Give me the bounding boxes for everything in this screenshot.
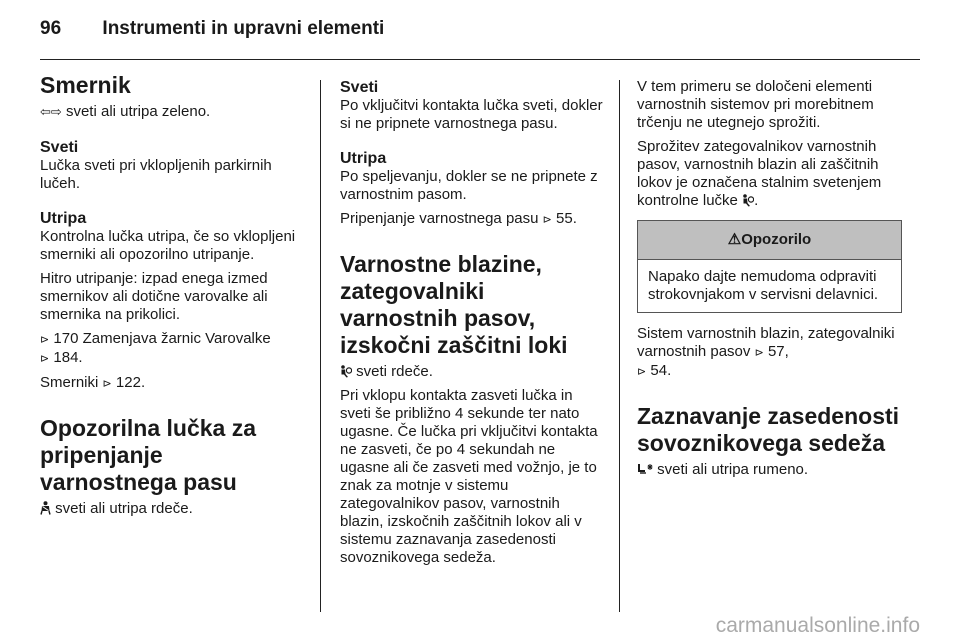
paragraph: Po speljevanju, dokler se ne pripnete z varnostnim pasom.	[340, 168, 598, 203]
reference-arrow-icon: ⊳	[40, 352, 50, 365]
paragraph: Kontrolna lučka utripa, če so vklopljeni smerniki ali opozorilno utripanje.	[40, 228, 296, 263]
paragraph: Lučka sveti pri vklopljenih parkirnih lučeh.	[40, 157, 272, 192]
seatbelt-icon	[40, 501, 51, 515]
section-title-smernik: Smernik	[40, 72, 131, 98]
reference-arrow-icon: ⊳	[542, 213, 552, 226]
column-right	[637, 72, 902, 485]
page-header-title: Instrumenti in upravni elementi	[102, 18, 385, 39]
airbag-icon	[742, 194, 754, 207]
watermark: carmanualsonline.info	[715, 614, 920, 637]
page-number: 96	[40, 18, 62, 39]
warning-box	[637, 220, 902, 313]
airbag-line: sveti rdeče.	[340, 363, 605, 381]
section-title-seatbelt: Opozorilna lučka za pripenjanje varnostnega pasu	[40, 415, 256, 495]
column-divider	[320, 80, 321, 612]
passenger-seat-icon	[637, 463, 653, 475]
reference-line: Sistem varnostnih blazin, zategovalniki varnostnih pasov ⊳ 57, ⊳ 54.	[637, 325, 895, 379]
turn-signal-icon: ⇦⇨	[40, 105, 62, 120]
paragraph: V tem primeru se določeni elementi varnostnih sistemov pri morebitnem trčenju ne utegnejo sprožiti.	[637, 78, 874, 131]
column-middle	[340, 72, 605, 573]
airbag-icon	[340, 365, 352, 378]
paragraph: Sprožitev zategovalnikov varnostnih pasov, varnostnih blazin ali zaščitnih lokov je označena stalnim svetenjem kontrolne lučke .	[637, 138, 882, 209]
section-title-airbags: Varnostne blazine, zategovalniki varnostnih pasov, izskočni zaščitni loki	[340, 251, 568, 358]
reference-arrow-icon: ⊳	[40, 333, 50, 346]
column-left	[40, 72, 305, 524]
page-header	[40, 18, 384, 40]
reference-line: ⊳ 170 Zamenjava žarnic Varovalke ⊳ 184.	[40, 330, 271, 366]
subheading-sveti: Sveti	[340, 79, 379, 96]
column-divider	[619, 80, 620, 612]
warning-title: Opozorilo	[741, 231, 812, 248]
paragraph: Po vključitvi kontakta lučka sveti, dokler si ne pripnete varnostnega pasu.	[340, 97, 603, 132]
paragraph: Hitro utripanje: izpad enega izmed smernikov ali dotične varovalke ali smernika na prikolici.	[40, 270, 268, 323]
subheading-utripa: Utripa	[340, 150, 387, 167]
reference-line: Pripenjanje varnostnega pasu ⊳ 55.	[340, 210, 577, 227]
paragraph: Pri vklopu kontakta zasveti lučka in sveti še približno 4 sekunde ter nato ugasne. Če lučka pri vključitvi kontakta ne zasveti, če po 4 sekundah ne ugasne ali če zasveti med vožnjo, je to znak za motnje v sistemu zategovalnikov pasov, varnostnih blazin, izskočnih zaščitnih lokov ali v sistemu zaznavanja zasedenosti sovoznikovega sedeža.	[340, 387, 598, 566]
reference-arrow-icon: ⊳	[637, 365, 647, 378]
warning-text: Napako dajte nemudoma odpraviti strokovnjakom v servisni delavnici.	[648, 268, 879, 303]
header-rule	[40, 59, 920, 60]
section-title-passenger-detection: Zaznavanje zasedenosti sovoznikovega sedeža	[637, 403, 900, 456]
reference-line: Smerniki ⊳ 122.	[40, 374, 146, 391]
seatbelt-line: sveti ali utripa rdeče.	[40, 500, 305, 518]
smernik-line: ⇦⇨ sveti ali utripa zeleno.	[40, 103, 211, 120]
subheading-sveti: Sveti	[40, 139, 79, 156]
subheading-utripa: Utripa	[40, 210, 87, 227]
warning-header	[638, 221, 901, 260]
reference-arrow-icon: ⊳	[754, 346, 764, 359]
warning-icon: ⚠	[727, 231, 742, 248]
passenger-detection-line: sveti ali utripa rumeno.	[637, 461, 902, 479]
reference-arrow-icon: ⊳	[102, 377, 112, 390]
